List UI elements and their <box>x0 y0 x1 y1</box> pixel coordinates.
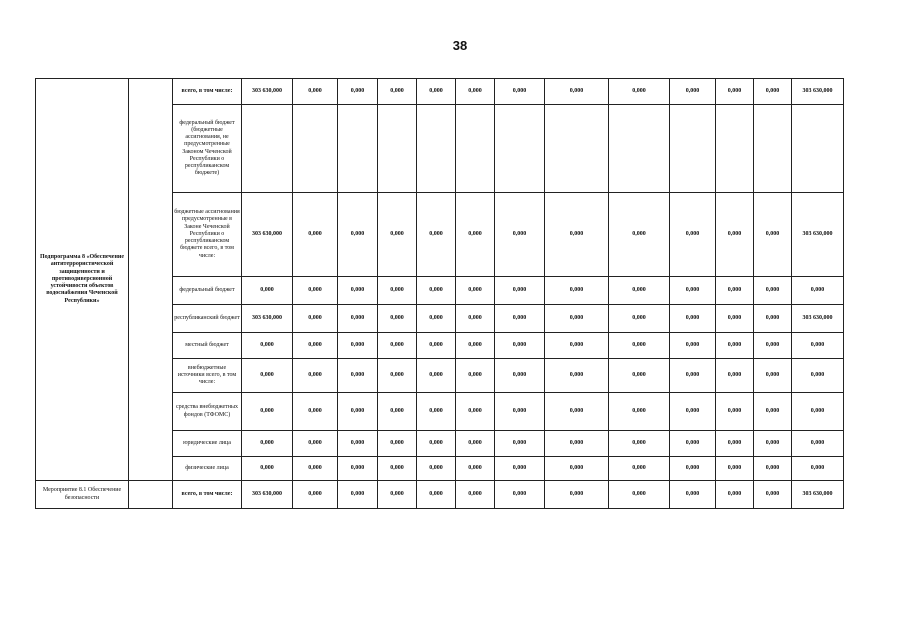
table-row <box>36 481 844 509</box>
value-cell: 0,000 <box>242 277 293 305</box>
value-cell: 0,000 <box>293 79 338 105</box>
value-cell: 0,000 <box>378 193 417 277</box>
value-cell: 0,000 <box>378 359 417 393</box>
page-number: 38 <box>452 38 468 53</box>
value-cell: 0,000 <box>293 359 338 393</box>
value-cell: 0,000 <box>293 393 338 431</box>
value-cell: 0,000 <box>716 481 754 509</box>
funding-source-cell: всего, в том числе: <box>173 79 242 105</box>
funding-source-cell: местный бюджет <box>173 333 242 359</box>
table-row <box>36 79 844 105</box>
value-cell: 0,000 <box>456 359 495 393</box>
value-cell: 0,000 <box>792 333 844 359</box>
funding-source-cell: средства внебюджетных фондов (ТФОМС) <box>173 393 242 431</box>
value-cell <box>670 105 716 193</box>
value-cell: 0,000 <box>417 431 456 457</box>
value-cell: 0,000 <box>338 431 378 457</box>
value-cell: 0,000 <box>716 359 754 393</box>
value-cell: 0,000 <box>378 393 417 431</box>
value-cell: 0,000 <box>545 457 609 481</box>
value-cell: 0,000 <box>456 431 495 457</box>
value-cell: 0,000 <box>754 481 792 509</box>
value-cell: 0,000 <box>792 277 844 305</box>
value-cell: 0,000 <box>609 393 670 431</box>
value-cell: 0,000 <box>792 393 844 431</box>
value-cell: 0,000 <box>417 305 456 333</box>
executor-cell <box>129 79 173 481</box>
value-cell <box>293 105 338 193</box>
value-cell: 0,000 <box>417 79 456 105</box>
value-cell: 0,000 <box>609 305 670 333</box>
value-cell: 0,000 <box>609 333 670 359</box>
value-cell: 0,000 <box>545 79 609 105</box>
value-cell: 0,000 <box>545 193 609 277</box>
value-cell <box>792 105 844 193</box>
value-cell: 0,000 <box>670 457 716 481</box>
value-cell: 0,000 <box>242 333 293 359</box>
value-cell: 0,000 <box>792 431 844 457</box>
value-cell: 0,000 <box>792 359 844 393</box>
value-cell: 0,000 <box>378 277 417 305</box>
value-cell: 0,000 <box>456 79 495 105</box>
value-cell: 0,000 <box>338 393 378 431</box>
funding-source-cell: всего, в том числе: <box>173 481 242 509</box>
value-cell: 0,000 <box>545 305 609 333</box>
value-cell <box>417 105 456 193</box>
value-cell: 0,000 <box>456 305 495 333</box>
value-cell: 0,000 <box>754 79 792 105</box>
value-cell: 0,000 <box>495 481 545 509</box>
value-cell: 0,000 <box>754 277 792 305</box>
funding-source-cell: внебюджетные источники всего, в том числе: <box>173 359 242 393</box>
value-cell: 0,000 <box>609 481 670 509</box>
value-cell: 303 630,000 <box>242 79 293 105</box>
value-cell <box>545 105 609 193</box>
value-cell: 0,000 <box>495 277 545 305</box>
value-cell: 0,000 <box>754 393 792 431</box>
value-cell: 0,000 <box>456 277 495 305</box>
value-cell: 0,000 <box>495 333 545 359</box>
value-cell: 0,000 <box>716 305 754 333</box>
value-cell: 0,000 <box>417 333 456 359</box>
value-cell <box>456 105 495 193</box>
value-cell: 0,000 <box>378 457 417 481</box>
value-cell: 0,000 <box>545 431 609 457</box>
value-cell: 303 630,000 <box>792 481 844 509</box>
value-cell: 0,000 <box>495 79 545 105</box>
value-cell: 0,000 <box>242 431 293 457</box>
value-cell: 0,000 <box>754 305 792 333</box>
value-cell <box>609 105 670 193</box>
value-cell: 0,000 <box>670 333 716 359</box>
value-cell: 0,000 <box>293 305 338 333</box>
value-cell: 0,000 <box>293 481 338 509</box>
value-cell: 0,000 <box>670 481 716 509</box>
value-cell: 0,000 <box>293 333 338 359</box>
value-cell: 0,000 <box>293 431 338 457</box>
value-cell: 0,000 <box>338 305 378 333</box>
value-cell: 0,000 <box>495 193 545 277</box>
value-cell: 0,000 <box>417 457 456 481</box>
value-cell: 0,000 <box>754 193 792 277</box>
value-cell <box>338 105 378 193</box>
value-cell: 0,000 <box>716 333 754 359</box>
value-cell: 0,000 <box>609 431 670 457</box>
value-cell: 0,000 <box>378 481 417 509</box>
value-cell: 0,000 <box>716 457 754 481</box>
value-cell: 0,000 <box>456 481 495 509</box>
value-cell: 303 630,000 <box>242 193 293 277</box>
value-cell: 0,000 <box>670 305 716 333</box>
value-cell: 0,000 <box>338 457 378 481</box>
value-cell: 0,000 <box>716 193 754 277</box>
value-cell: 303 630,000 <box>242 305 293 333</box>
value-cell: 0,000 <box>792 457 844 481</box>
value-cell: 0,000 <box>716 431 754 457</box>
value-cell: 0,000 <box>754 457 792 481</box>
funding-source-cell: республиканский бюджет <box>173 305 242 333</box>
value-cell: 303 630,000 <box>242 481 293 509</box>
value-cell: 0,000 <box>456 393 495 431</box>
value-cell: 0,000 <box>417 193 456 277</box>
value-cell: 0,000 <box>293 193 338 277</box>
value-cell: 0,000 <box>456 193 495 277</box>
funding-source-cell: бюджетные ассигнования предусмотренные в Законе Чеченской Республики о республиканском бюджете всего, в том числе: <box>173 193 242 277</box>
funding-source-cell: физические лица <box>173 457 242 481</box>
value-cell: 303 630,000 <box>792 79 844 105</box>
value-cell: 0,000 <box>495 431 545 457</box>
value-cell <box>242 105 293 193</box>
value-cell: 0,000 <box>338 481 378 509</box>
value-cell: 0,000 <box>545 277 609 305</box>
value-cell: 0,000 <box>456 457 495 481</box>
value-cell: 0,000 <box>495 359 545 393</box>
value-cell: 0,000 <box>338 193 378 277</box>
value-cell: 0,000 <box>378 431 417 457</box>
value-cell: 0,000 <box>754 333 792 359</box>
value-cell: 0,000 <box>417 277 456 305</box>
value-cell: 0,000 <box>242 393 293 431</box>
value-cell: 0,000 <box>545 333 609 359</box>
event-name-cell: Мероприятие 8.1 Обеспечение безопасности <box>36 481 129 509</box>
value-cell: 0,000 <box>378 333 417 359</box>
value-cell: 0,000 <box>754 431 792 457</box>
value-cell: 0,000 <box>716 79 754 105</box>
value-cell: 0,000 <box>545 359 609 393</box>
value-cell: 0,000 <box>242 359 293 393</box>
value-cell: 0,000 <box>242 457 293 481</box>
value-cell: 0,000 <box>338 359 378 393</box>
value-cell <box>716 105 754 193</box>
value-cell: 0,000 <box>417 393 456 431</box>
value-cell: 0,000 <box>670 431 716 457</box>
value-cell: 0,000 <box>609 79 670 105</box>
value-cell: 303 630,000 <box>792 193 844 277</box>
value-cell: 0,000 <box>378 305 417 333</box>
value-cell: 0,000 <box>670 193 716 277</box>
funding-source-cell: федеральный бюджет <box>173 277 242 305</box>
value-cell <box>378 105 417 193</box>
executor-cell <box>129 481 173 509</box>
value-cell: 0,000 <box>609 277 670 305</box>
value-cell: 0,000 <box>495 305 545 333</box>
value-cell: 0,000 <box>609 457 670 481</box>
value-cell: 0,000 <box>609 359 670 393</box>
value-cell: 0,000 <box>495 457 545 481</box>
value-cell: 0,000 <box>338 333 378 359</box>
value-cell: 0,000 <box>670 393 716 431</box>
value-cell: 0,000 <box>338 79 378 105</box>
value-cell <box>495 105 545 193</box>
value-cell: 0,000 <box>716 277 754 305</box>
value-cell: 0,000 <box>670 277 716 305</box>
value-cell: 0,000 <box>670 79 716 105</box>
value-cell: 0,000 <box>456 333 495 359</box>
value-cell: 0,000 <box>495 393 545 431</box>
value-cell: 0,000 <box>293 277 338 305</box>
value-cell: 0,000 <box>670 359 716 393</box>
value-cell: 0,000 <box>417 359 456 393</box>
funding-source-cell: федеральный бюджет (бюджетные ассигнования, не предусмотренные Законом Чеченской Республики о республиканском бюджете) <box>173 105 242 193</box>
value-cell: 0,000 <box>293 457 338 481</box>
value-cell: 0,000 <box>754 359 792 393</box>
value-cell: 0,000 <box>545 393 609 431</box>
budget-table <box>35 78 844 509</box>
value-cell: 0,000 <box>545 481 609 509</box>
value-cell: 0,000 <box>417 481 456 509</box>
value-cell: 0,000 <box>609 193 670 277</box>
value-cell: 303 630,000 <box>792 305 844 333</box>
value-cell <box>754 105 792 193</box>
value-cell: 0,000 <box>716 393 754 431</box>
value-cell: 0,000 <box>378 79 417 105</box>
value-cell: 0,000 <box>338 277 378 305</box>
subprogram-name-cell: Подпрограмма 8 «Обеспечение антитеррористической защищенности и противодиверсионной устойчивости объектов водоснабжения Чеченской Республики» <box>36 79 129 481</box>
funding-source-cell: юридические лица <box>173 431 242 457</box>
